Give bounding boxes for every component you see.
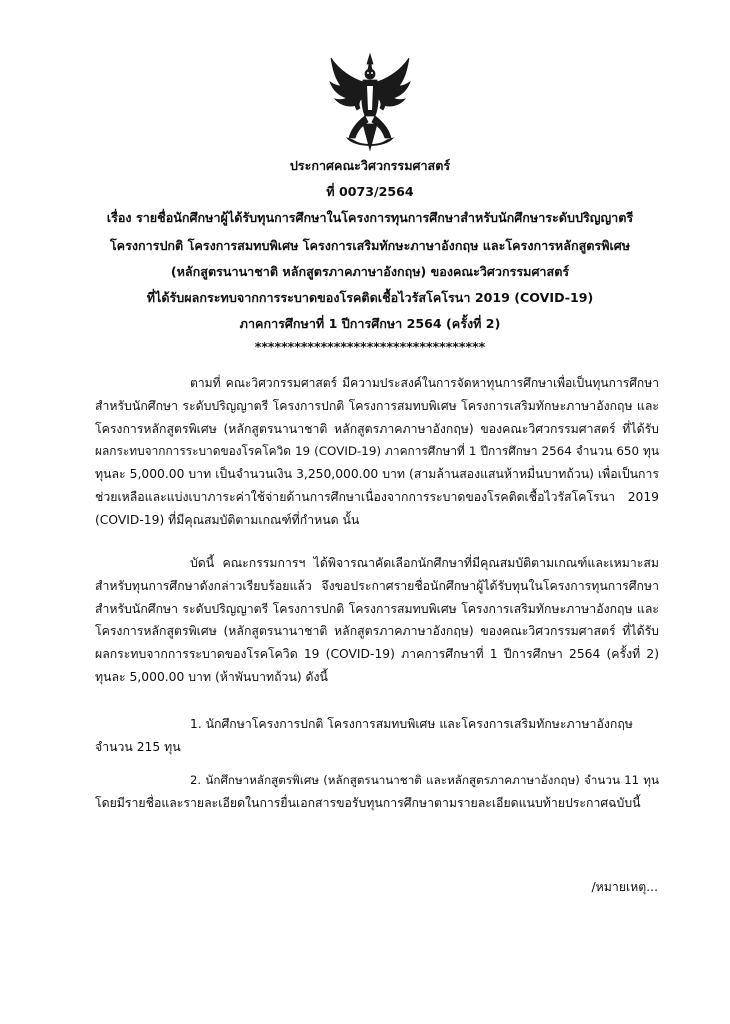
paragraph-line: โครงการหลักสูตรพิเศษ (หลักสูตรนานาชาติ หลักสูตรภาคภาษาอังกฤษ) ของคณะวิศวกรรมศาสตร์ ที่ได้รับ: [95, 421, 659, 436]
paragraph-line: สำหรับทุนการศึกษาดังกล่าวเรียบร้อยแล้ว จึงขอประกาศรายชื่อนักศึกษาผู้ได้รับทุนในโครงการทุนการศึกษา: [95, 578, 659, 593]
garuda-emblem-icon: [327, 52, 413, 152]
announcement-number: ที่ 0073/2564: [326, 184, 414, 199]
paragraph-intro: [95, 372, 659, 532]
paragraph-line: ช่วยเหลือและแบ่งเบาภาระค่าใช้จ่ายด้านการศึกษาเนื่องจากการระบาดของโรคติดเชื้อไวรัสโคโรนา 2019: [95, 489, 659, 504]
subject-line: เรื่อง รายชื่อนักศึกษาผู้ได้รับทุนการศึกษาในโครงการทุนการศึกษาสำหรับนักศึกษาระดับปริญญาตรี: [106, 210, 634, 225]
paragraph-line: ผลกระทบจากการระบาดของโรคโควิด 19 (COVID-19) ภาคการศึกษาที่ 1 ปีการศึกษา 2564 (ครั้งที่ 2): [95, 647, 659, 662]
continuation-note: /หมายเหตุ...: [591, 880, 658, 894]
paragraph-line: โดยมีรายชื่อและรายละเอียดในการยื่นเอกสารขอรับทุนการศึกษาตามรายละเอียดแนบท้ายประกาศฉบับนี้: [95, 795, 641, 810]
paragraph-line: จำนวน 215 ทุน: [95, 739, 181, 754]
paragraph-line: บัดนี้ คณะกรรมการฯ ได้พิจารณาคัดเลือกนักศึกษาที่มีคุณสมบัติตามเกณฑ์และเหมาะสม: [190, 556, 659, 570]
separator-line: ***********************************: [254, 339, 486, 354]
subject-line: ที่ได้รับผลกระทบจากการระบาดของโรคติดเชื้อไวรัสโคโรนา 2019 (COVID-19): [146, 290, 594, 305]
paragraph-line: 2. นักศึกษาหลักสูตรพิเศษ (หลักสูตรนานาชาติ และหลักสูตรภาคภาษาอังกฤษ) จำนวน 11 ทุน: [190, 773, 659, 787]
paragraph-line: ตามที่ คณะวิศวกรรมศาสตร์ มีความประสงค์ในการจัดหาทุนการศึกษาเพื่อเป็นทุนการศึกษา: [190, 376, 659, 390]
paragraph-line: สำหรับนักศึกษา ระดับปริญญาตรี โครงการปกติ โครงการสมทบพิเศษ โครงการเสริมทักษะภาษาอังกฤษ และ: [95, 601, 659, 616]
paragraph-line: สำหรับนักศึกษา ระดับปริญญาตรี โครงการปกติ โครงการสมทบพิเศษ โครงการเสริมทักษะภาษาอังกฤษ และ: [95, 398, 659, 413]
paragraph-line: ทุนละ 5,000.00 บาท (ห้าพันบาทถ้วน) ดังนี้: [95, 669, 328, 684]
paragraph-line: โครงการหลักสูตรพิเศษ (หลักสูตรนานาชาติ หลักสูตรภาคภาษาอังกฤษ) ของคณะวิศวกรรมศาสตร์ ที่ได้รับ: [95, 624, 659, 639]
subject-line: โครงการปกติ โครงการสมทบพิเศษ โครงการเสริมทักษะภาษาอังกฤษ และโครงการหลักสูตรพิเศษ: [109, 238, 631, 253]
announcement-title: ประกาศคณะวิศวกรรมศาสตร์: [289, 158, 451, 173]
paragraph-line: (COVID-19) ที่มีคุณสมบัติตามเกณฑ์ที่กำหนด นั้น: [95, 512, 360, 527]
paragraph-line: 1. นักศึกษาโครงการปกติ โครงการสมทบพิเศษ และโครงการเสริมทักษะภาษาอังกฤษ: [190, 717, 633, 731]
subject-line: ภาคการศึกษาที่ 1 ปีการศึกษา 2564 (ครั้งที่ 2): [239, 316, 501, 331]
paragraph-announcement: [95, 552, 659, 689]
subject-line: (หลักสูตรนานาชาติ หลักสูตรภาคภาษาอังกฤษ) ของคณะวิศวกรรมศาสตร์: [170, 264, 570, 279]
list-item-2: [95, 769, 659, 815]
paragraph-line: ผลกระทบจากการระบาดของโรคโควิด 19 (COVID-19) ภาคการศึกษาที่ 1 ปีการศึกษา 2564 จำนวน 650 ทุน: [95, 444, 659, 459]
list-item-1: [95, 713, 659, 759]
paragraph-line: ทุนละ 5,000.00 บาท เป็นจำนวนเงิน 3,250,000.00 บาท (สามล้านสองแสนห้าหมื่นบาทถ้วน) เพื่อเป็นการ: [95, 467, 659, 482]
